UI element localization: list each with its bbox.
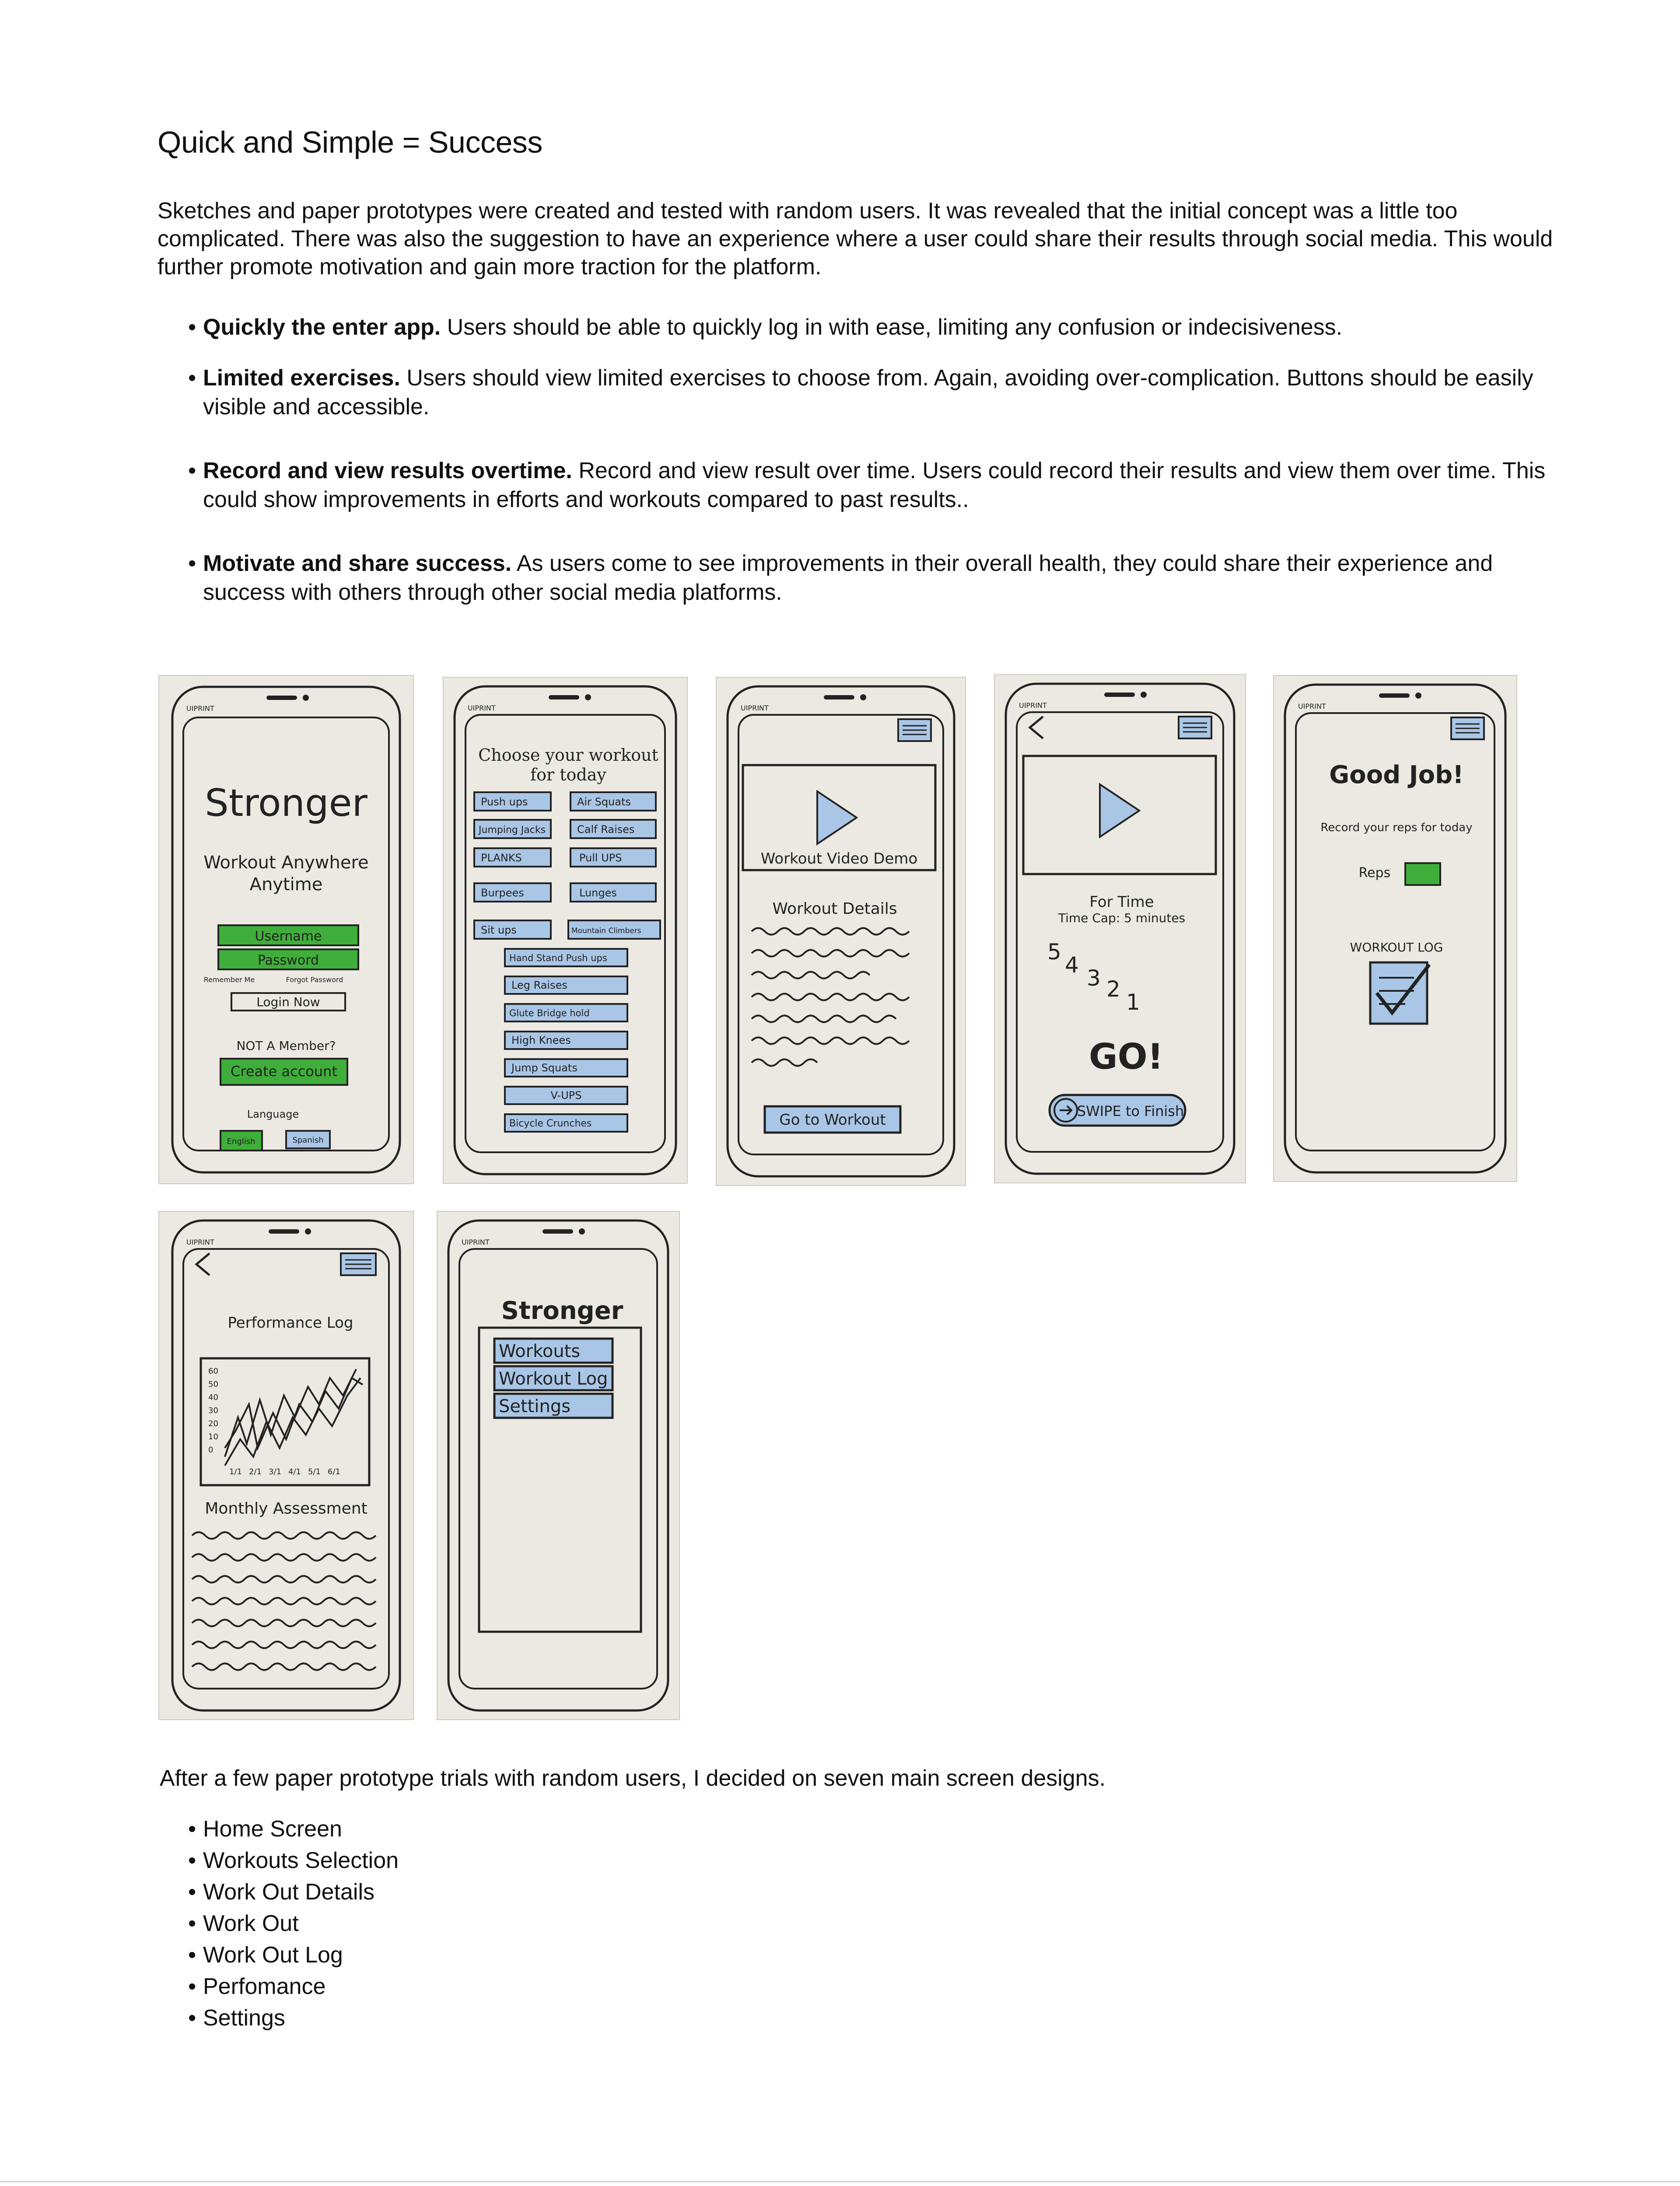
menu-item-label: Settings <box>499 1396 571 1417</box>
workout-details-title: Workout Details <box>772 900 897 918</box>
finding-text: Users should be able to quickly log in with ease, limiting any confusion or indecisiveness. <box>447 315 1343 340</box>
countdown-number: 2 <box>1106 976 1120 1002</box>
record-reps-label: Record your reps for today <box>1320 821 1473 834</box>
password-label: Password <box>257 953 319 968</box>
brand-label: UIPRINT <box>468 704 496 712</box>
screen-design-item: • Perfomance <box>188 1971 399 2002</box>
spanish-label: Spanish <box>292 1136 324 1145</box>
menu-item-label: Workout Log <box>499 1369 608 1389</box>
countdown-number: 5 <box>1047 939 1061 965</box>
exercise-label: Jumping Jacks <box>479 825 546 836</box>
findings-list <box>188 313 1562 631</box>
x-tick-label: 5/1 <box>308 1467 321 1476</box>
after-paragraph: After a few paper prototype trials with random users, I decided on seven main screen designs. <box>160 1766 1106 1791</box>
home-sketch-drawing <box>159 676 413 1183</box>
exercise-label: Hand Stand Push ups <box>509 953 607 963</box>
page-bottom-rule <box>0 2181 1680 2183</box>
selection-title: Choose your workout <box>478 745 658 765</box>
screen-design-item: • Settings <box>188 2002 399 2034</box>
username-label: Username <box>255 929 322 944</box>
y-tick-label: 50 <box>208 1380 218 1389</box>
exercise-label: PLANKS <box>481 852 522 864</box>
selection-sketch-drawing <box>444 678 687 1183</box>
sketch-settings <box>437 1211 680 1720</box>
brand-label: UIPRINT <box>462 1238 490 1246</box>
workout-sketch-drawing <box>995 675 1245 1182</box>
details-scribble <box>752 928 909 1066</box>
reps-label: Reps <box>1358 865 1391 881</box>
home-app-title: Stronger <box>205 781 368 825</box>
x-tick-label: 4/1 <box>288 1467 301 1476</box>
brand-label: UIPRINT <box>1298 702 1326 710</box>
y-tick-label: 40 <box>208 1393 218 1402</box>
finding-title: Motivate and share success. <box>203 551 512 576</box>
performance-log-title: Performance Log <box>228 1314 354 1332</box>
create-account-label: Create account <box>231 1063 337 1080</box>
home-tagline: Anytime <box>249 874 323 895</box>
x-tick-label: 6/1 <box>328 1467 340 1476</box>
exercise-label: Jump Squats <box>511 1062 578 1074</box>
for-time-label: For Time <box>1089 893 1154 911</box>
monthly-assessment-title: Monthly Assessment <box>205 1500 368 1518</box>
performance-chart-frame <box>201 1358 369 1485</box>
finding-item <box>188 456 1562 514</box>
exercise-label: Mountain Climbers <box>571 927 641 935</box>
brand-label: UIPRINT <box>1019 701 1047 710</box>
brand-label: UIPRINT <box>741 704 769 712</box>
sketch-performance <box>158 1211 414 1720</box>
video-demo-label: Workout Video Demo <box>760 850 918 867</box>
play-icon[interactable] <box>817 791 857 844</box>
exercise-label: V-UPS <box>550 1089 582 1102</box>
assessment-scribble <box>192 1532 376 1670</box>
english-label: English <box>227 1137 256 1146</box>
sketch-workouts-selection <box>443 677 688 1184</box>
finding-item <box>188 364 1562 421</box>
workout-log-label: WORKOUT LOG <box>1350 940 1443 955</box>
exercise-label: Burpees <box>481 887 524 899</box>
finding-text: Record and view result over time. Users could record their results and view them over time. This could show improvements in efforts and workouts compared to past results.. <box>203 458 1546 512</box>
screen-design-item: • Work Out Log <box>188 1939 399 1971</box>
y-tick-label: 10 <box>208 1432 218 1441</box>
exercise-label: Bicycle Crunches <box>509 1118 592 1129</box>
home-tagline: Workout Anywhere <box>203 853 369 873</box>
settings-sketch-drawing <box>438 1212 679 1719</box>
details-sketch-drawing <box>717 678 965 1185</box>
language-label: Language <box>247 1108 299 1120</box>
sketch-work-out-log <box>1273 675 1517 1182</box>
finding-item <box>188 313 1562 342</box>
right-exercise-column <box>568 792 660 939</box>
brand-label: UIPRINT <box>186 1238 214 1246</box>
exercise-label: Sit ups <box>481 924 517 936</box>
x-tick-label: 1/1 <box>229 1467 242 1476</box>
finding-text: As users come to see improvements in their overall health, they could share their experience and success with others through other social media platforms. <box>203 551 1493 605</box>
back-arrow-icon[interactable] <box>196 1253 210 1275</box>
play-icon[interactable] <box>1100 784 1139 837</box>
swipe-label: SWIPE to Finish <box>1077 1103 1184 1119</box>
go-label: GO! <box>1088 1036 1164 1077</box>
finding-title: Limited exercises. <box>203 365 400 391</box>
left-exercise-column <box>474 792 551 939</box>
remember-me-label: Remember Me <box>203 976 255 984</box>
y-tick-label: 60 <box>208 1367 218 1376</box>
exercise-label: Calf Raises <box>577 823 635 836</box>
exercise-label: Air Squats <box>577 796 631 808</box>
exercise-label: Lunges <box>579 887 617 899</box>
x-tick-label: 2/1 <box>249 1467 262 1476</box>
settings-app-title: Stronger <box>501 1297 623 1325</box>
sketch-home-screen <box>158 675 414 1184</box>
exercise-label: Glute Bridge hold <box>509 1008 590 1018</box>
brand-label: UIPRINT <box>186 704 214 713</box>
y-tick-label: 0 <box>208 1445 214 1455</box>
login-label: Login Now <box>256 995 320 1009</box>
reps-input[interactable] <box>1405 863 1440 885</box>
back-arrow-icon[interactable] <box>1030 717 1043 738</box>
time-cap-label: Time Cap: 5 minutes <box>1058 911 1186 925</box>
finding-title: Record and view results overtime. <box>203 458 572 483</box>
performance-sketch-drawing <box>159 1212 413 1719</box>
sketch-workout-details <box>716 677 966 1186</box>
countdown-number: 4 <box>1065 952 1079 978</box>
good-job-title: Good Job! <box>1329 761 1464 789</box>
exercise-label: Pull UPS <box>579 852 622 864</box>
performance-chart <box>208 1367 363 1476</box>
not-member-label: NOT A Member? <box>236 1039 336 1053</box>
log-sketch-drawing <box>1274 676 1516 1181</box>
screen-design-item: • Work Out Details <box>188 1876 399 1908</box>
menu-item-label: Workouts <box>499 1341 581 1361</box>
screen-design-item: • Work Out <box>188 1908 399 1939</box>
sketch-work-out <box>994 674 1246 1183</box>
finding-text: Users should view limited exercises to choose from. Again, avoiding over-complication. Buttons should be easily visible and accessible. <box>203 365 1533 420</box>
countdown <box>1047 939 1140 1015</box>
y-tick-label: 30 <box>208 1406 218 1415</box>
exercise-label: Push ups <box>481 796 528 808</box>
screen-design-item: • Workouts Selection <box>188 1845 399 1876</box>
exercise-label: Leg Raises <box>511 979 567 991</box>
screen-design-item: • Home Screen <box>188 1813 399 1845</box>
selection-subtitle: for today <box>530 765 606 784</box>
go-to-workout-label: Go to Workout <box>779 1111 886 1129</box>
exercise-label: High Knees <box>511 1034 571 1046</box>
x-tick-label: 3/1 <box>269 1467 281 1476</box>
finding-item <box>188 549 1562 607</box>
countdown-number: 3 <box>1087 965 1101 991</box>
y-tick-label: 20 <box>208 1419 218 1428</box>
countdown-number: 1 <box>1126 990 1140 1015</box>
intro-paragraph: Sketches and paper prototypes were created and tested with random users. It was revealed that the initial concept was a little too complicated. There was also the suggestion to have an experience where a user could share their results through social media. This would further promote motivation and gain more traction for the platform. <box>158 198 1553 280</box>
screen-designs-list <box>188 1813 399 2034</box>
section-heading: Quick and Simple = Success <box>158 125 542 159</box>
finding-title: Quickly the enter app. <box>203 315 441 340</box>
forgot-password-label: Forgot Password <box>286 976 343 984</box>
center-exercise-column <box>505 949 627 1132</box>
